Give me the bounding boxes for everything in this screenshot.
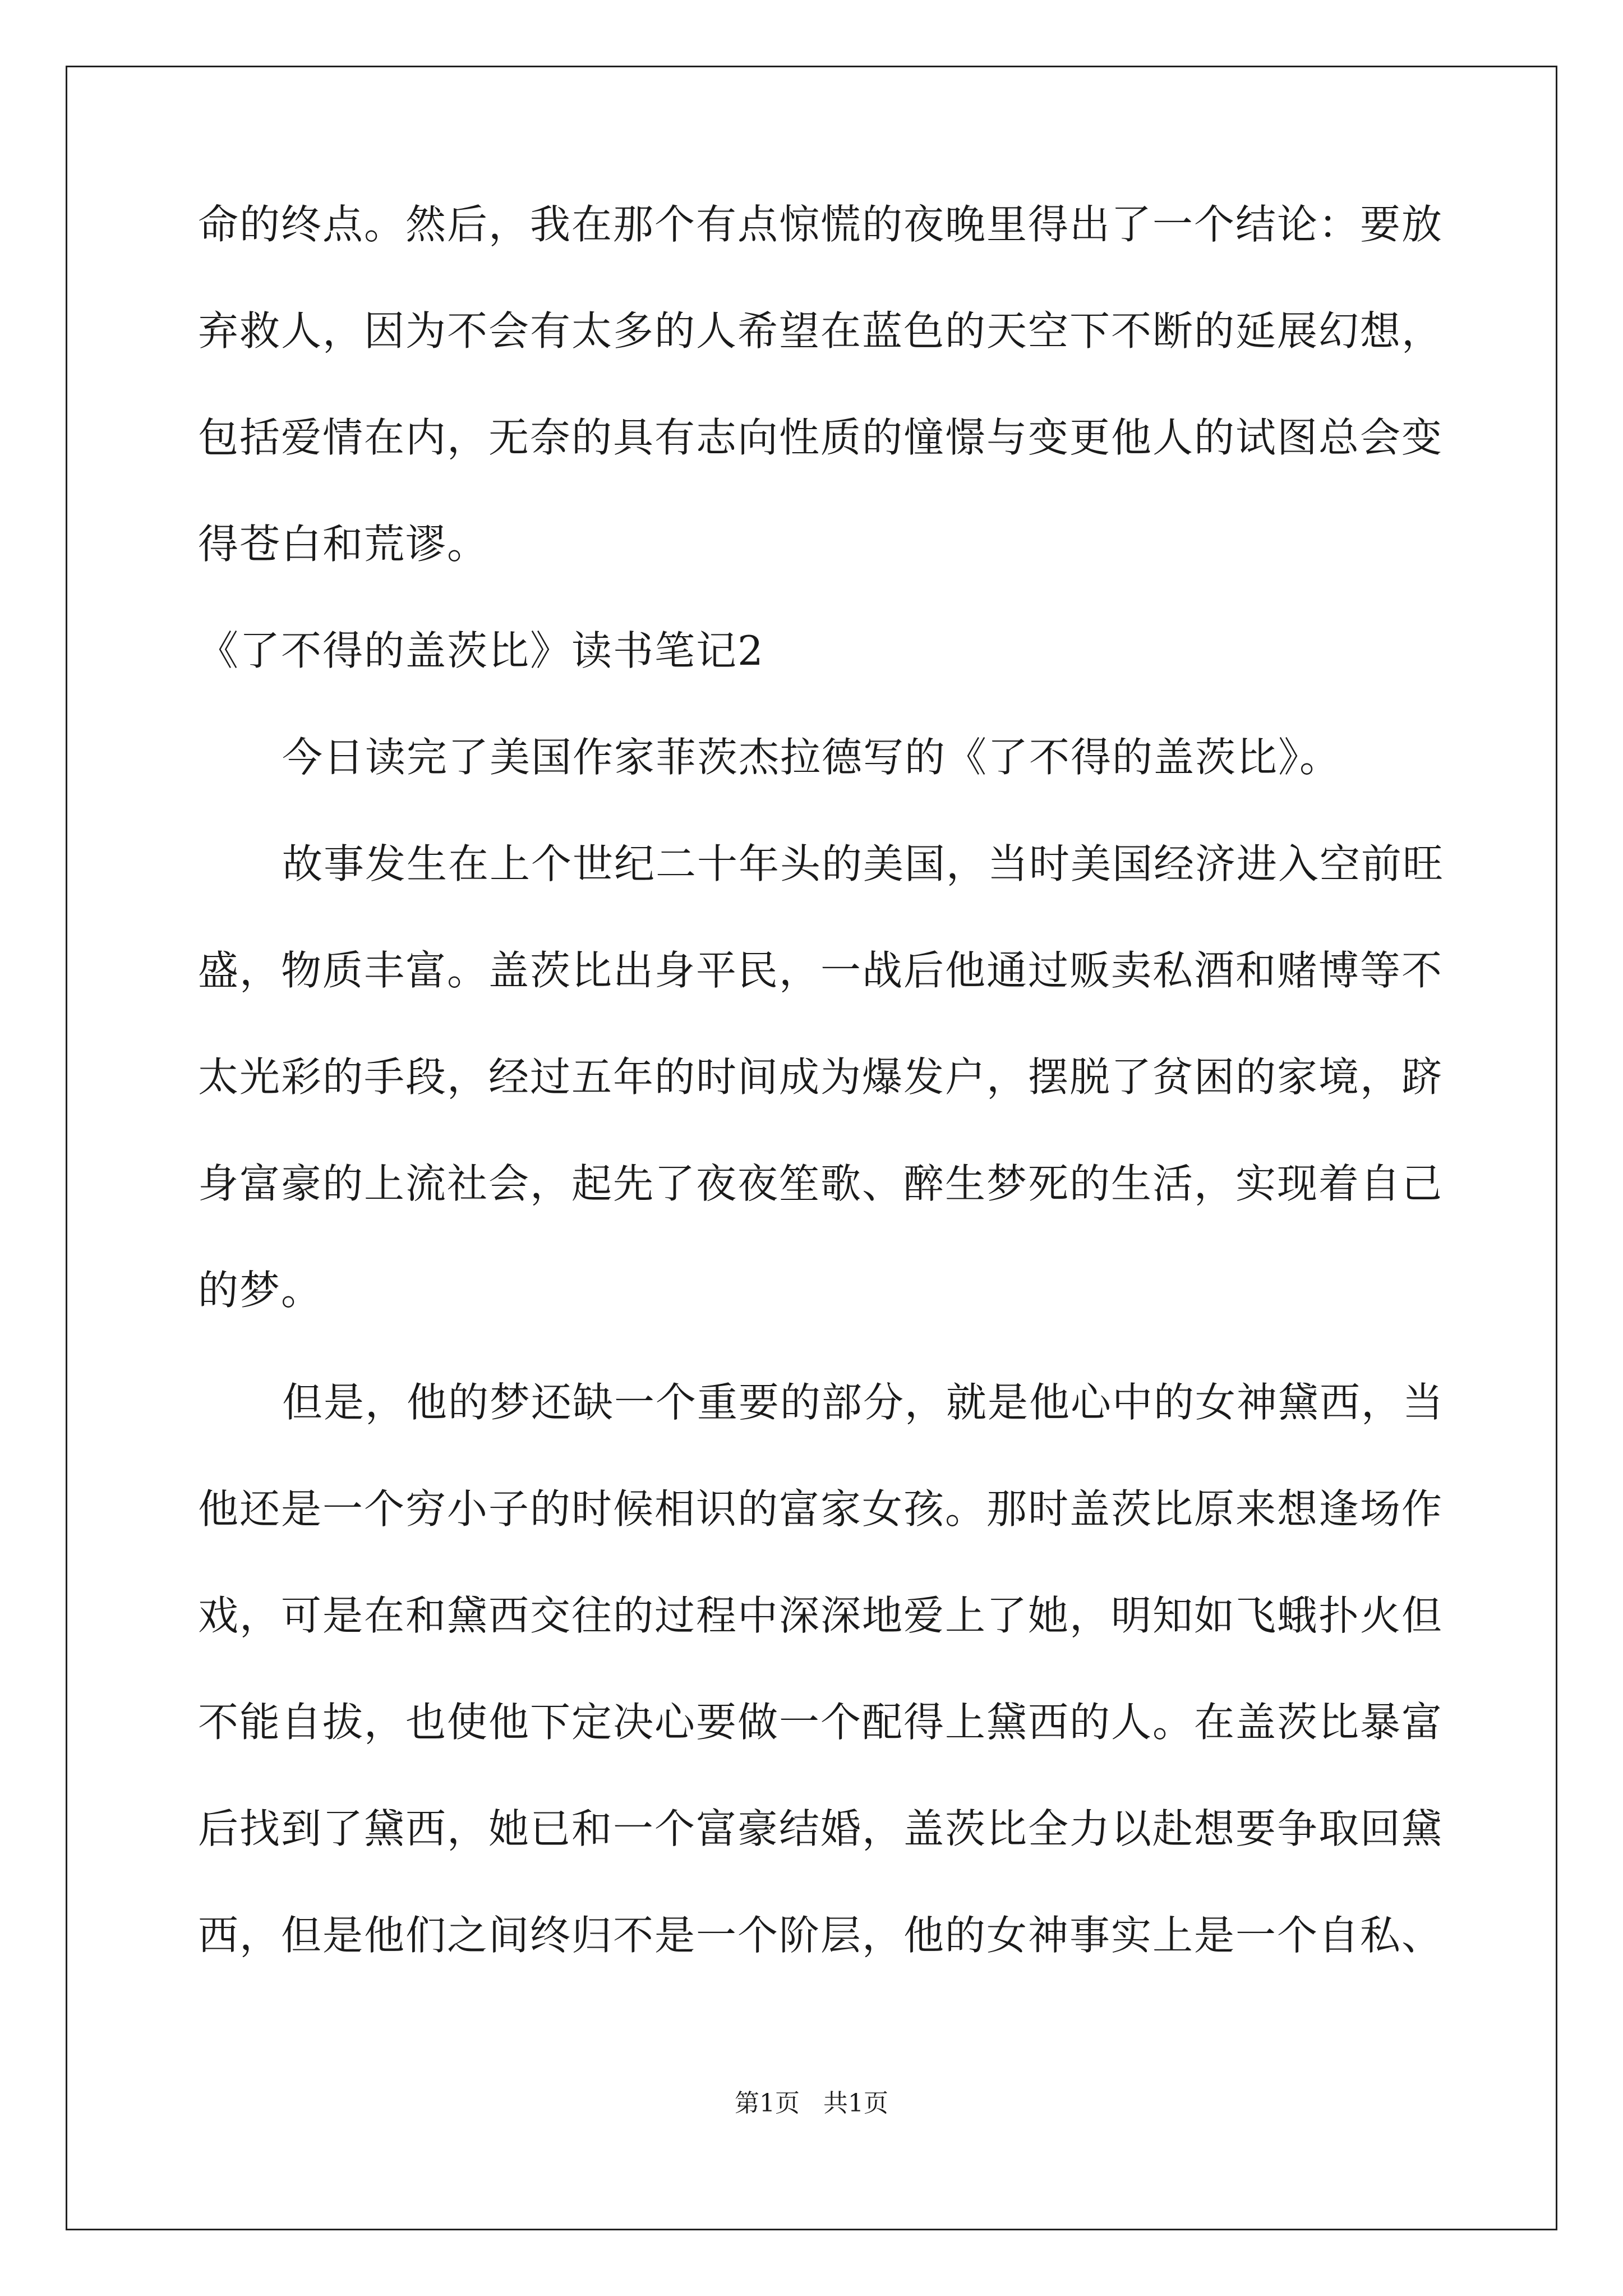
text-line: 命的终点。然后，我在那个有点惊慌的夜晚里得出了一个结论：要放 — [198, 201, 1444, 248]
text-line: 得苍白和荒谬。 — [198, 521, 489, 568]
section-heading: 《了不得的盖茨比》读书笔记2 — [198, 627, 764, 674]
text-line: 但是，他的梦还缺一个重要的部分，就是他心中的女神黛西，当 — [282, 1379, 1445, 1426]
text-line: 的梦。 — [198, 1267, 323, 1314]
page-footer — [0, 2090, 1623, 2118]
text-line: 他还是一个穷小子的时候相识的富家女孩。那时盖茨比原来想逢场作 — [198, 1485, 1444, 1533]
text-line: 故事发生在上个世纪二十年头的美国，当时美国经济进入空前旺 — [282, 840, 1445, 887]
text-line: 太光彩的手段，经过五年的时间成为爆发户，摆脱了贫困的家境，跻 — [198, 1053, 1444, 1101]
text-line: 今日读完了美国作家菲茨杰拉德写的《了不得的盖茨比》。 — [282, 734, 1341, 781]
text-line: 戏，可是在和黛西交往的过程中深深地爱上了她，明知如飞蛾扑火但 — [198, 1592, 1444, 1639]
document-body — [198, 201, 1445, 2019]
text-line: 西，但是他们之间终归不是一个阶层，他的女神事实上是一个自私、 — [198, 1912, 1444, 1959]
text-line: 盛，物质丰富。盖茨比出身平民，一战后他通过贩卖私酒和赌博等不 — [198, 947, 1444, 994]
text-line: 弃救人，因为不会有太多的人希望在蓝色的天空下不断的延展幻想， — [198, 307, 1444, 355]
page-number: 第1页 — [735, 2089, 800, 2118]
text-line: 身富豪的上流社会，起先了夜夜笙歌、醉生梦死的生活，实现着自己 — [198, 1160, 1444, 1207]
text-line: 后找到了黛西，她已和一个富豪结婚，盖茨比全力以赴想要争取回黛 — [198, 1805, 1444, 1852]
text-line: 包括爱情在内，无奈的具有志向性质的憧憬与变更他人的试图总会变 — [198, 414, 1444, 461]
text-line: 不能自拔，也使他下定决心要做一个配得上黛西的人。在盖茨比暴富 — [198, 1699, 1444, 1746]
page-total: 共1页 — [823, 2089, 888, 2118]
